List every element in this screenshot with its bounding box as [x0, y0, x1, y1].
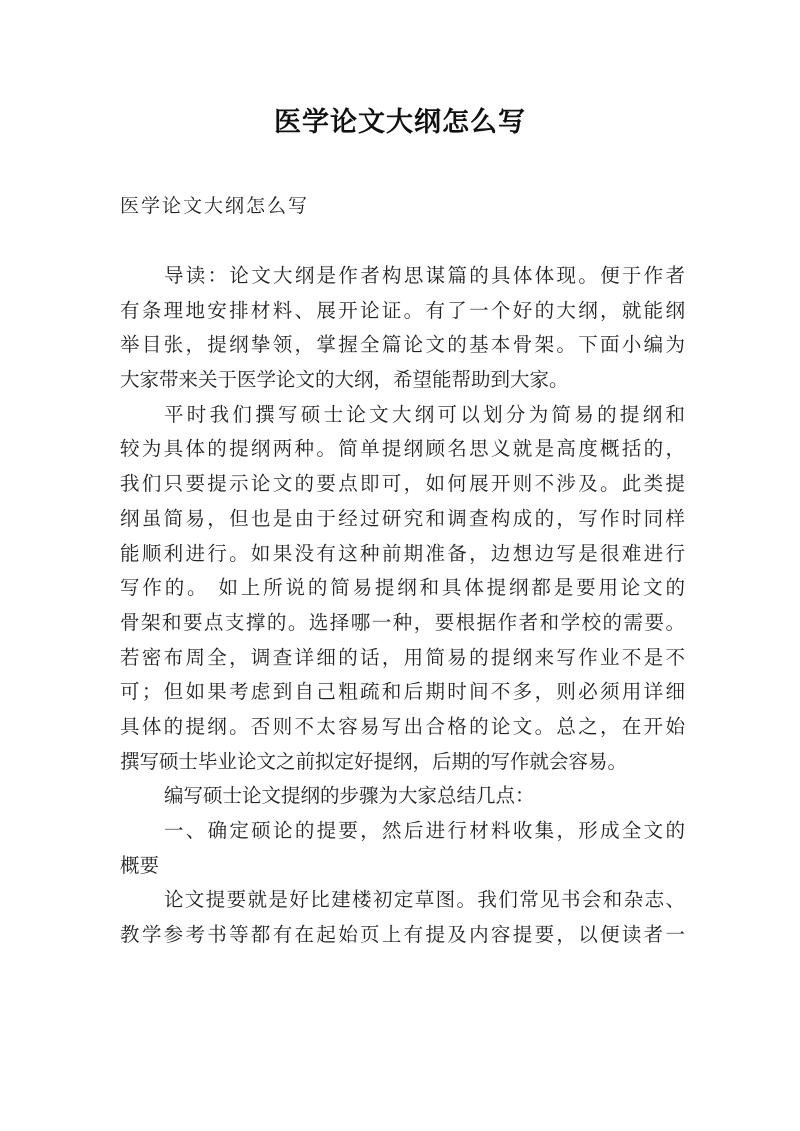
page-title: 医学论文大纲怎么写 — [274, 107, 526, 138]
text-line: 平时我们撰写硕士论文大纲可以划分为简易的提纲和 — [164, 402, 685, 426]
document-subtitle: 医学论文大纲怎么写 — [120, 195, 310, 217]
text-line: 举目张，提纲挚领，掌握全篇论文的基本骨架。下面小编为 — [120, 333, 685, 357]
text-line: 纲虽简易，但也是由于经过研究和调查构成的，写作时同样 — [120, 506, 685, 530]
text-line: 可；但如果考虑到自己粗疏和后期时间不多，则必须用详细 — [120, 680, 685, 704]
text-line: 大家带来关于医学论文的大纲，希望能帮助到大家。 — [120, 368, 569, 392]
text-line: 教学参考书等都有在起始页上有提及内容提要，以便读者一 — [120, 923, 685, 947]
text-line: 概要 — [120, 853, 160, 877]
text-line: 较为具体的提纲两种。简单提纲顾名思义就是高度概括的， — [120, 437, 685, 461]
text-line: 编写硕士论文提纲的步骤为大家总结几点： — [164, 784, 535, 808]
text-line: 有条理地安排材料、展开论证。有了一个好的大纲，就能纲 — [120, 298, 685, 322]
text-line: 若密布周全，调查详细的话，用简易的提纲来写作业不是不 — [120, 645, 685, 669]
document-body — [120, 259, 685, 953]
text-line: 撰写硕士毕业论文之前拟定好提纲，后期的写作就会容易。 — [120, 749, 628, 773]
text-line: 具体的提纲。否则不太容易写出合格的论文。总之，在开始 — [120, 714, 685, 738]
text-line: 论文提要就是好比建楼初定草图。我们常见书会和杂志、 — [164, 888, 685, 912]
text-line: 导读：论文大纲是作者构思谋篇的具体体现。便于作者 — [164, 264, 685, 287]
text-line: 能顺利进行。如果没有这种前期准备，边想边写是很难进行 — [120, 541, 685, 565]
text-line: 写作的。 如上所说的简易提纲和具体提纲都是要用论文的 — [120, 576, 685, 600]
text-line: 骨架和要点支撑的。选择哪一种，要根据作者和学校的需要。 — [120, 610, 685, 634]
text-line: 一、确定硕论的提要，然后进行材料收集，形成全文的 — [164, 819, 685, 842]
text-line: 我们只要提示论文的要点即可，如何展开则不涉及。此类提 — [120, 472, 685, 496]
